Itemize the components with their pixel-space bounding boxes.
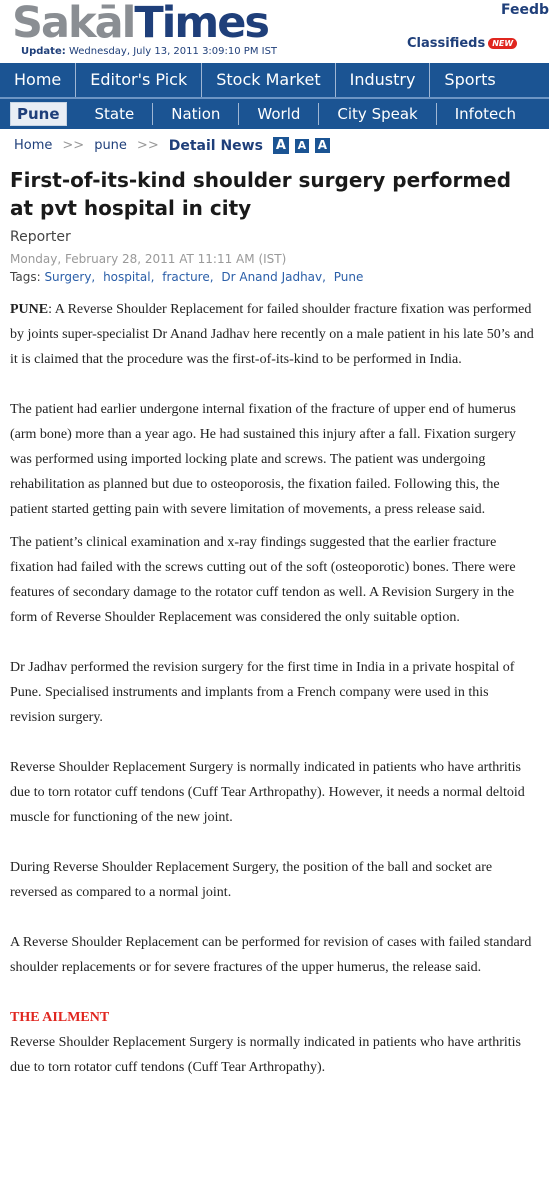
subnav-infotech[interactable]: Infotech (454, 105, 516, 123)
section-subhead: THE AILMENT (10, 1010, 110, 1025)
nav-industry[interactable]: Industry (336, 63, 431, 97)
classifieds-link[interactable] (407, 36, 517, 51)
article-paragraph: The patient had earlier undergone internal fixation of the fracture of upper end of humerus (arm bone) more than a year ago. He had sustained this injury after a fall. Fixation surgery was performed using imported locking plate and screws. The patient was undergoing rehabilitation as planned but due to osteoporosis, the fixation failed. Following this, the patient started getting pain with severe limitation of movements, a press release said. (10, 402, 516, 517)
subnav-nation[interactable]: Nation (153, 103, 239, 125)
article-paragraph: Reverse Shoulder Replacement Surgery is normally indicated in patients who have arthritis due to torn rotator cuff tendons (Cuff Tear Arthropathy). (10, 1035, 521, 1075)
article-paragraph-text: : A Reverse Shoulder Replacement for failed shoulder fracture fixation was performed by joints super-specialist Dr Anand Jadhav here recently on a male patient in his late 50’s and it is claimed that the procedure was the first-of-its-kind to be performed in India. (10, 302, 534, 367)
tag-link[interactable]: fracture, (162, 270, 214, 284)
breadcrumb-pune[interactable]: pune (94, 138, 127, 153)
font-size-small-button[interactable]: A (295, 139, 309, 153)
site-logo[interactable] (12, 0, 268, 46)
sub-nav (0, 97, 549, 129)
nav-sports[interactable]: Sports (444, 70, 496, 89)
feedback-link[interactable]: Feedb (500, 2, 549, 18)
tag-link[interactable]: Dr Anand Jadhav, (221, 270, 326, 284)
tag-link[interactable]: hospital, (103, 270, 155, 284)
site-header (0, 0, 549, 62)
update-text: Wednesday, July 13, 2011 3:09:10 PM IST (68, 46, 278, 57)
new-badge: NEW (488, 38, 517, 49)
article-paragraph: A Reverse Shoulder Replacement can be performed for revision of cases with failed standard shoulder replacements or for severe fractures of the upper humerus, the release said. (10, 935, 532, 975)
breadcrumb-separator: >> (136, 138, 159, 153)
article-title: First-of-its-kind shoulder surgery performed at pvt hospital in city (10, 168, 512, 220)
update-timestamp (21, 46, 277, 57)
breadcrumb-current: Detail News (168, 137, 263, 154)
logo-sakal-text: Sakāl (12, 0, 135, 48)
nav-stock-market[interactable]: Stock Market (202, 63, 335, 97)
font-size-medium-button[interactable]: A (315, 138, 330, 153)
tags-label: Tags: (10, 270, 41, 284)
subnav-world[interactable]: World (239, 103, 319, 125)
article-paragraph (10, 297, 535, 372)
main-nav (0, 63, 549, 97)
article-paragraph: Reverse Shoulder Replacement Surgery is normally indicated in patients who have arthritis due to torn rotator cuff tendons (Cuff Tear Arthropathy). However, it needs a normal deltoid muscle for functioning of the new joint. (10, 760, 525, 825)
logo-times-text: Times (134, 0, 268, 48)
subnav-pune[interactable]: Pune (10, 102, 67, 126)
tag-link[interactable]: Surgery, (44, 270, 96, 284)
update-label: Update: (21, 46, 66, 57)
breadcrumb-separator: >> (62, 138, 85, 153)
article-paragraph: The patient’s clinical examination and x-ray findings suggested that the earlier fracture fixation had failed with the screws cutting out of the soft (osteoporotic) bones. There were features of secondary damage to the rotator cuff tendon as well. A Revision Surgery in the form of Reverse Shoulder Replacement was considered the only suitable option. (10, 535, 516, 625)
classifieds-label: Classifieds (407, 36, 486, 51)
breadcrumb (14, 137, 336, 154)
breadcrumb-home[interactable]: Home (14, 138, 53, 153)
nav-home[interactable]: Home (0, 63, 76, 97)
nav-editors-pick[interactable]: Editor's Pick (76, 63, 202, 97)
article-body (10, 297, 535, 1105)
article-byline: Reporter (10, 229, 71, 245)
article-date: Monday, February 28, 2011 AT 11:11 AM (IST) (10, 252, 287, 266)
font-size-large-button[interactable]: A (273, 137, 289, 154)
subnav-state[interactable]: State (77, 103, 154, 125)
subnav-city-speak[interactable]: City Speak (319, 103, 436, 125)
tag-link[interactable]: Pune (333, 270, 364, 284)
dateline: PUNE (10, 302, 49, 317)
article-paragraph: Dr Jadhav performed the revision surgery for the first time in India in a private hospital of Pune. Specialised instruments and implants from a French company were used in this revision surgery. (10, 660, 515, 725)
article-paragraph: During Reverse Shoulder Replacement Surgery, the position of the ball and socket are reversed as compared to a normal joint. (10, 860, 493, 900)
article-tags (10, 270, 367, 284)
